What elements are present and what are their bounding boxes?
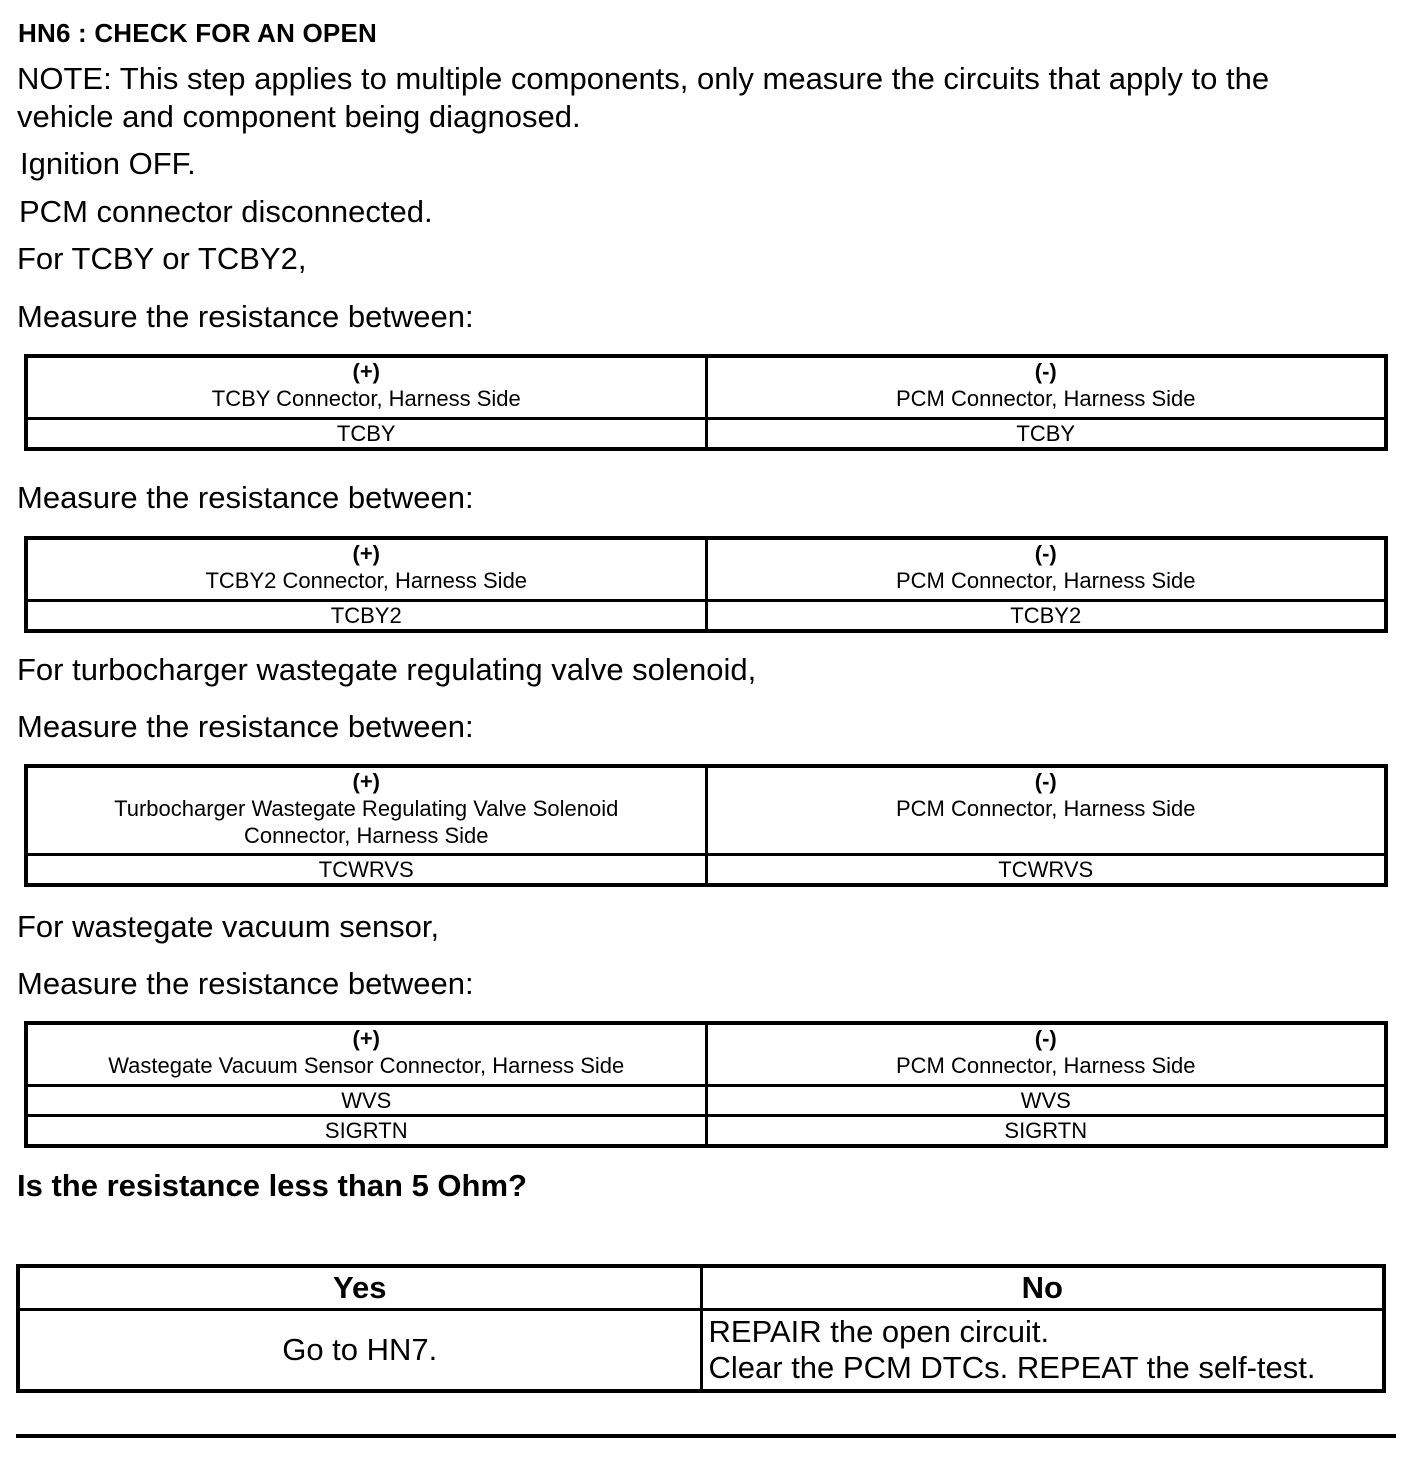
resistance-question: Is the resistance less than 5 Ohm? <box>17 1168 527 1203</box>
table-cell: TCBY2 <box>26 600 706 631</box>
no-action-line-1: REPAIR the open circuit. <box>708 1314 1050 1349</box>
minus-header <box>706 356 1386 418</box>
measure-label-4: Measure the resistance between: <box>17 966 474 1001</box>
minus-sign: (-) <box>1034 541 1057 566</box>
measure-table-tcby2 <box>24 536 1388 633</box>
table-cell: TCWRVS <box>706 854 1386 885</box>
plus-sign: (+) <box>352 769 380 794</box>
plus-header-text: Wastegate Vacuum Sensor Connector, Harness Side <box>108 1053 625 1078</box>
measure-label-1: Measure the resistance between: <box>17 299 474 334</box>
table-cell: TCBY <box>26 418 706 449</box>
measure-table-tcwrvs <box>24 764 1388 887</box>
step-title: HN6 : CHECK FOR AN OPEN <box>18 18 377 48</box>
minus-header <box>706 1023 1386 1085</box>
plus-header-text: Turbocharger Wastegate Regulating Valve Solenoid <box>114 796 619 821</box>
ignition-off-text: Ignition OFF. <box>20 146 196 181</box>
plus-header-text: TCBY2 Connector, Harness Side <box>205 568 528 593</box>
plus-sign: (+) <box>352 541 380 566</box>
minus-sign: (-) <box>1034 769 1057 794</box>
measure-label-3: Measure the resistance between: <box>17 709 474 744</box>
note-line-2: vehicle and component being diagnosed. <box>17 99 581 134</box>
measure-table-tcby <box>24 354 1388 451</box>
yes-action: Go to HN7. <box>18 1310 701 1392</box>
wvs-intro-text: For wastegate vacuum sensor, <box>17 909 440 944</box>
plus-header <box>26 1023 706 1085</box>
note-line-1: NOTE: This step applies to multiple components, only measure the circuits that apply to the <box>17 61 1270 96</box>
no-action <box>701 1310 1384 1392</box>
minus-header-text: PCM Connector, Harness Side <box>895 386 1196 411</box>
decision-table <box>16 1264 1386 1393</box>
no-action-line-2: Clear the PCM DTCs. REPEAT the self-test. <box>708 1350 1316 1385</box>
plus-header-text: TCBY Connector, Harness Side <box>211 386 521 411</box>
plus-header-text-2: Connector, Harness Side <box>243 823 489 848</box>
no-header: No <box>701 1266 1384 1310</box>
table-cell: TCWRVS <box>26 854 706 885</box>
pcm-disconnected-text: PCM connector disconnected. <box>19 194 433 229</box>
table-cell: TCBY2 <box>706 600 1386 631</box>
for-tcby-text: For TCBY or TCBY2, <box>17 241 307 276</box>
plus-header <box>26 766 706 854</box>
plus-header <box>26 356 706 418</box>
plus-sign: (+) <box>352 1026 380 1051</box>
measure-table-wvs <box>24 1021 1388 1148</box>
minus-header-text: PCM Connector, Harness Side <box>895 568 1196 593</box>
measure-label-2: Measure the resistance between: <box>17 480 474 515</box>
minus-header <box>706 538 1386 600</box>
minus-header-text: PCM Connector, Harness Side <box>895 796 1196 821</box>
table-cell: WVS <box>706 1085 1386 1115</box>
minus-header-text: PCM Connector, Harness Side <box>895 1053 1196 1078</box>
minus-sign: (-) <box>1034 359 1057 384</box>
plus-sign: (+) <box>352 359 380 384</box>
minus-header <box>706 766 1386 854</box>
table-cell: SIGRTN <box>26 1115 706 1146</box>
table-cell: SIGRTN <box>706 1115 1386 1146</box>
minus-sign: (-) <box>1034 1026 1057 1051</box>
bottom-divider <box>16 1434 1396 1438</box>
yes-header: Yes <box>18 1266 701 1310</box>
table-cell: WVS <box>26 1085 706 1115</box>
plus-header <box>26 538 706 600</box>
table-cell: TCBY <box>706 418 1386 449</box>
turbo-intro-text: For turbocharger wastegate regulating valve solenoid, <box>17 652 757 687</box>
